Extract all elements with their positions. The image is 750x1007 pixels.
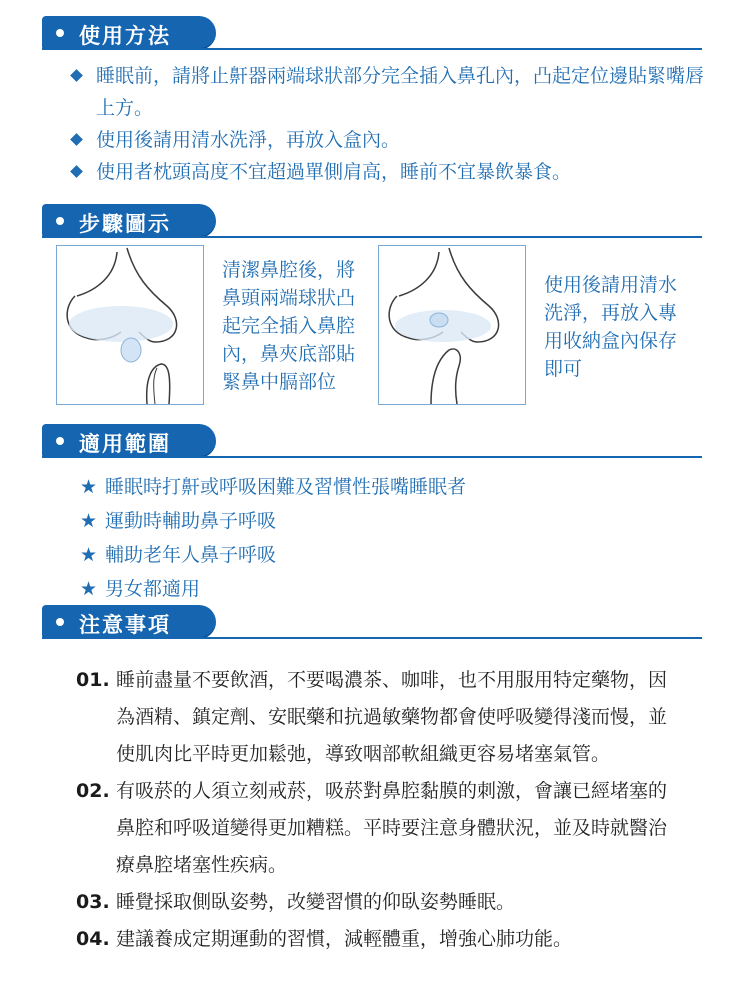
bullet-dot-icon xyxy=(56,437,64,445)
usage-item-text: 使用後請用清水洗淨，再放入盒內。 xyxy=(96,129,401,151)
scope-item xyxy=(80,504,720,538)
scope-item xyxy=(80,470,720,504)
usage-item-text: 使用者枕頭高度不宜超過單側肩高，睡前不宜暴飲暴食。 xyxy=(96,161,572,183)
scope-item-text: 輔助老年人鼻子呼吸 xyxy=(105,544,277,566)
section-header-steps xyxy=(42,204,216,238)
section-divider xyxy=(42,456,702,458)
section-title-steps: 步驟圖示 xyxy=(79,212,171,236)
section-divider xyxy=(42,48,702,50)
bullet-dot-icon xyxy=(56,29,64,37)
nose-clean-illustration-icon xyxy=(379,246,525,404)
section-header-usage xyxy=(42,16,216,50)
usage-item xyxy=(66,156,706,188)
scope-item-text: 運動時輔助鼻子呼吸 xyxy=(105,510,277,532)
section-title-scope: 適用範圍 xyxy=(79,432,171,456)
diamond-bullet-icon xyxy=(70,133,83,146)
section-title-notes: 注意事項 xyxy=(79,613,171,637)
note-number: 04. xyxy=(76,928,110,950)
step-2-illustration xyxy=(378,245,526,405)
note-text: 建議養成定期運動的習慣，減輕體重，增強心肺功能。 xyxy=(116,928,573,950)
step-2-text: 使用後請用清水洗淨，再放入專用收納盒內保存即可 xyxy=(544,274,678,380)
note-item xyxy=(76,884,676,921)
section-divider xyxy=(42,637,702,639)
star-bullet-icon: ★ xyxy=(80,578,98,600)
scope-item-text: 男女都適用 xyxy=(105,578,201,600)
step-1-illustration xyxy=(56,245,204,405)
note-text: 有吸菸的人須立刻戒菸，吸菸對鼻腔黏膜的刺激，會讓已經堵塞的鼻腔和呼吸道變得更加糟糕。平時要注意身體狀況，並及時就醫治療鼻腔堵塞性疾病。 xyxy=(116,780,668,876)
scope-item xyxy=(80,572,720,606)
note-text: 睡前盡量不要飲酒，不要喝濃茶、咖啡，也不用服用特定藥物，因為酒精、鎮定劑、安眠藥和抗過敏藥物都會使呼吸變得淺而慢，並使肌肉比平時更加鬆弛，導致咽部軟組織更容易堵塞氣管。 xyxy=(116,669,668,765)
star-bullet-icon: ★ xyxy=(80,476,98,498)
section-header-scope xyxy=(42,424,216,458)
star-bullet-icon: ★ xyxy=(80,510,98,532)
usage-item xyxy=(66,124,706,156)
diamond-bullet-icon xyxy=(70,165,83,178)
scope-list xyxy=(80,470,720,606)
note-text: 睡覺採取側臥姿勢，改變習慣的仰臥姿勢睡眠。 xyxy=(116,891,516,913)
bullet-dot-icon xyxy=(56,618,64,626)
usage-item xyxy=(66,60,706,124)
note-number: 02. xyxy=(76,780,110,802)
usage-item-text: 睡眠前，請將止鼾器兩端球狀部分完全插入鼻孔內，凸起定位邊貼緊嘴唇上方。 xyxy=(96,65,705,119)
note-number: 01. xyxy=(76,669,110,691)
note-number: 03. xyxy=(76,891,110,913)
usage-list xyxy=(66,60,706,188)
note-item xyxy=(76,773,676,884)
section-title-usage: 使用方法 xyxy=(79,24,171,48)
scope-item xyxy=(80,538,720,572)
step-1-text: 清潔鼻腔後，將鼻頭兩端球狀凸起完全插入鼻腔內，鼻夾底部貼緊鼻中膈部位 xyxy=(222,259,356,393)
scope-item-text: 睡眠時打鼾或呼吸困難及習慣性張嘴睡眠者 xyxy=(105,476,467,498)
diamond-bullet-icon xyxy=(70,69,83,82)
note-item xyxy=(76,662,676,773)
section-divider xyxy=(42,236,702,238)
section-header-notes xyxy=(42,605,216,639)
bullet-dot-icon xyxy=(56,217,64,225)
notes-list xyxy=(76,662,676,958)
nose-insert-illustration-icon xyxy=(57,246,203,404)
note-item xyxy=(76,921,676,958)
star-bullet-icon: ★ xyxy=(80,544,98,566)
